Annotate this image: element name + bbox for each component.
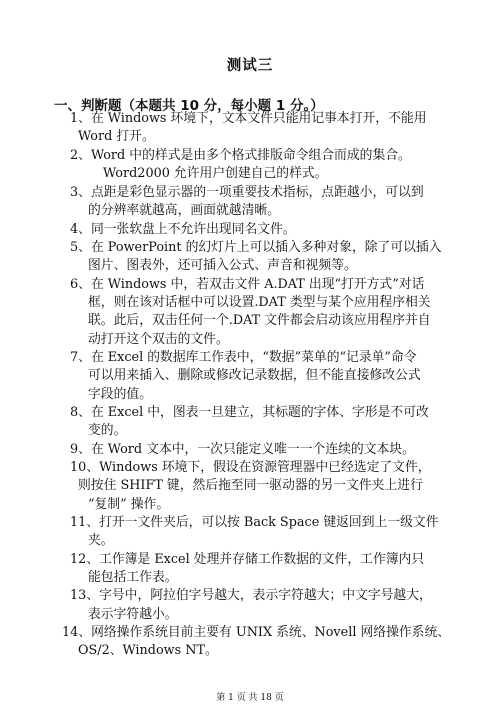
question-line: 的分辨率就越高，画面就越清晰。 [88,203,280,218]
question-line: 动打开这个双击的文件。 [88,332,229,347]
question-line: 6、在 Windows 中，若双击文件 A.DAT 出现“打开方式”对话 [70,277,425,292]
question-line: 7、在 Excel 的数据库工作表中，“数据”菜单的“记录单”命令 [70,350,417,365]
question-line: 联。此后，双击任何一个.DAT 文件都会启动该应用程序并自 [88,313,431,328]
question-line: Word 打开。 [78,129,155,144]
question-line: 2、Word 中的样式是由多个格式排版命令组合而成的集合。 [70,148,411,163]
question-line: 10、Windows 环境下，假设在资源管理器中已经选定了文件， [70,460,431,475]
question-line: “复制” 操作。 [88,497,170,512]
question-line: 变的。 [88,423,127,438]
question-line: 框，则在该对话框中可以设置.DAT 类型与某个应用程序相关 [88,295,431,310]
question-line: 字段的值。 [88,387,152,402]
question-line: 可以用来插入、删除或修改记录数据，但不能直接修改公式 [88,368,421,383]
question-line: 3、点距是彩色显示器的一项重要技术指标，点距越小，可以到 [70,185,424,200]
question-line: 能包括工作表。 [88,570,178,585]
question-line: 12、工作簿是 Excel 处理并存储工作数据的文件，工作簿内只 [70,552,425,567]
question-line: 8、在 Excel 中，图表一旦建立，其标题的字体、字形是不可改 [70,405,429,420]
question-line: 夹。 [88,533,114,548]
question-line: 11、打开一文件夹后，可以按 Back Space 键返回到上一级文件 [70,515,439,530]
question-line: Word2000 允许用户创建自己的样式。 [103,166,328,181]
question-line: 14、网络操作系统目前主要有 UNIX 系统、Novell 网络操作系统、 [62,625,451,640]
section-heading: 一、判断题（本题共 10 分，每小题 1 分。） [54,98,324,114]
question-line: 表示字符越小。 [88,607,178,622]
question-line: 4、同一张软盘上不允许出现同名文件。 [70,222,296,237]
question-line: 则按住 SHIFT 键，然后拖至同一驱动器的另一文件夹上进行 [78,478,423,493]
question-line: 13、字号中，阿拉伯字号越大，表示字符越大；中文字号越大， [70,588,432,603]
question-line: 图片、图表外，还可插入公式、声音和视频等。 [88,258,357,273]
question-line: 9、在 Word 文本中，一次只能定义唯一一个连续的文本块。 [70,442,415,457]
question-line: 5、在 PowerPoint 的幻灯片上可以插入多种对象，除了可以插入 [70,240,442,255]
question-line: 1、在 Windows 环境下，文本文件只能用记事本打开，不能用 [70,111,427,126]
question-line: OS/2、Windows NT。 [78,643,218,658]
page-title: 测试三 [226,58,274,74]
page-number: 第 1 页 共 18 页 [216,693,284,703]
